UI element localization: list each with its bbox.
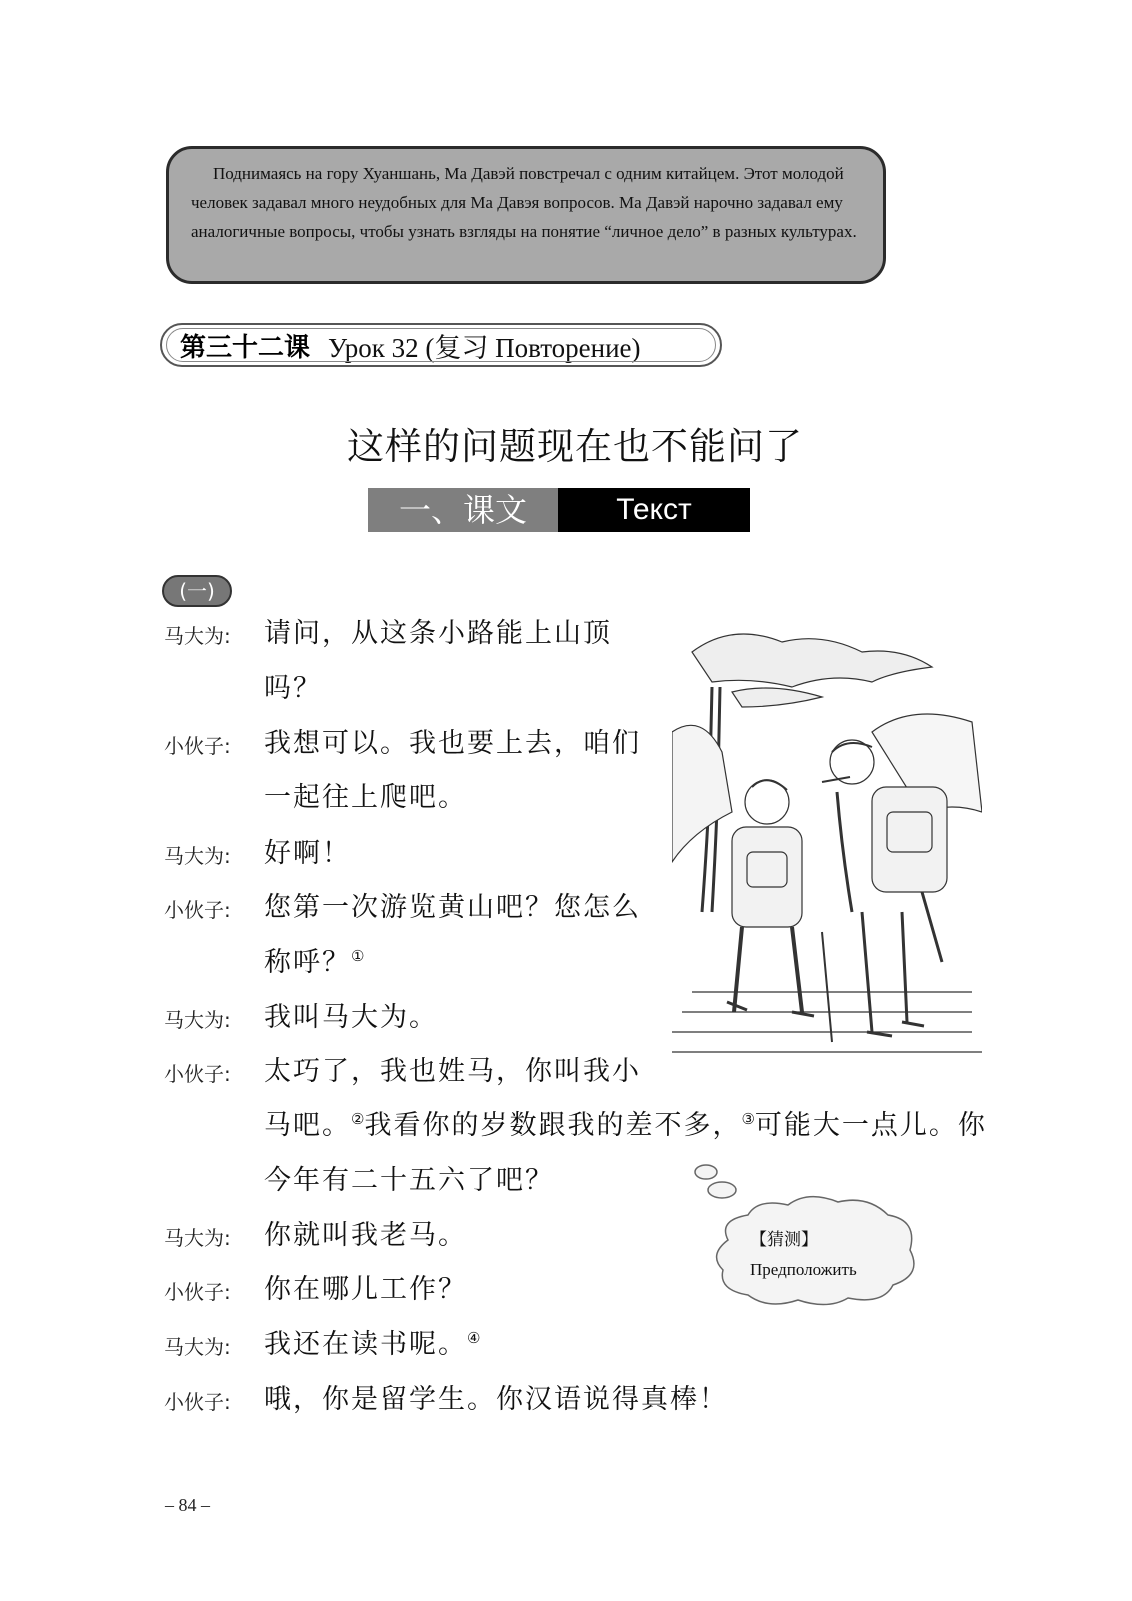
dialog-text xyxy=(264,1103,987,1142)
footnote-marker: ② xyxy=(351,1110,365,1128)
dialog-text: 你在哪儿工作？ xyxy=(264,1274,467,1305)
thought-label-ru: Предположить xyxy=(750,1260,857,1279)
dialog-text-segment: 可能大一点儿。你 xyxy=(754,1110,987,1141)
thought-label-cn: 【猜测】 xyxy=(750,1230,818,1249)
dialog-text: 哦，你是留学生。你汉语说得真棒！ xyxy=(264,1384,728,1415)
speaker-label: 小伙子: xyxy=(164,1390,231,1414)
footnote-marker: ① xyxy=(351,947,365,965)
dialog-text-segment: 我看你的岁数跟我的差不多， xyxy=(364,1110,742,1141)
intro-text: Поднимаясь на гору Хуаншань, Ма Давэй повстречал с одним китайцем. Этот молодой человек задавал много неудобных для Ма Давэя вопросов. Ма Давэй нарочно задавал ему аналогичные вопросы, чтобы узнать взгляды на понятие “личное дело” в разных культурах. xyxy=(191,164,857,241)
section-label-cn: 一、课文 xyxy=(368,488,558,532)
speaker-label: 马大为: xyxy=(164,1226,231,1250)
speaker-label: 马大为: xyxy=(164,844,231,868)
part-badge: (一) xyxy=(162,575,232,607)
intro-box xyxy=(166,146,886,284)
dialog-text: 我叫马大为。 xyxy=(264,1002,438,1033)
dialog-text: 你就叫我老马。 xyxy=(264,1220,467,1251)
dialog-text: 您第一次游览黄山吧？您怎么 xyxy=(264,892,641,923)
footnote-marker: ④ xyxy=(467,1329,481,1347)
page-number: – 84 – xyxy=(165,1495,210,1515)
speaker-label: 马大为: xyxy=(164,624,231,648)
dialog-text: 一起往上爬吧。 xyxy=(264,782,467,813)
dialog-text-segment: 我还在读书呢。 xyxy=(264,1329,467,1360)
dialog-text: 好啊！ xyxy=(264,838,351,869)
speaker-label: 小伙子: xyxy=(164,1062,231,1086)
dialog-text-segment: 马吧。 xyxy=(264,1110,351,1141)
dialog-text: 今年有二十五六了吧？ xyxy=(264,1165,554,1196)
dialog-text-segment: 称呼？ xyxy=(264,947,351,978)
dialog-text xyxy=(264,940,364,979)
speaker-label: 马大为: xyxy=(164,1335,231,1359)
page-title: 这样的问题现在也不能问了 xyxy=(347,425,803,468)
footnote-marker: ③ xyxy=(741,1110,755,1128)
dialog-text: 我想可以。我也要上去，咱们 xyxy=(264,728,641,759)
lesson-number-ru: Урок 32 (复习 Повторение) xyxy=(328,332,641,363)
speaker-label: 小伙子: xyxy=(164,1280,231,1304)
speaker-label: 马大为: xyxy=(164,1008,231,1032)
lesson-number-cn: 第三十二课 xyxy=(180,332,311,363)
hikers-illustration xyxy=(672,612,982,1072)
dialog-text: 吗？ xyxy=(264,673,322,704)
dialog-text: 太巧了，我也姓马，你叫我小 xyxy=(264,1056,641,1087)
section-bar xyxy=(368,488,750,532)
speaker-label: 小伙子: xyxy=(164,734,231,758)
lesson-header xyxy=(160,323,722,367)
section-label-ru: Текст xyxy=(558,488,750,532)
speaker-label: 小伙子: xyxy=(164,898,231,922)
dialog-text: 请问，从这条小路能上山顶 xyxy=(264,618,612,649)
dialog-text xyxy=(264,1322,480,1361)
thought-text xyxy=(750,1225,857,1285)
